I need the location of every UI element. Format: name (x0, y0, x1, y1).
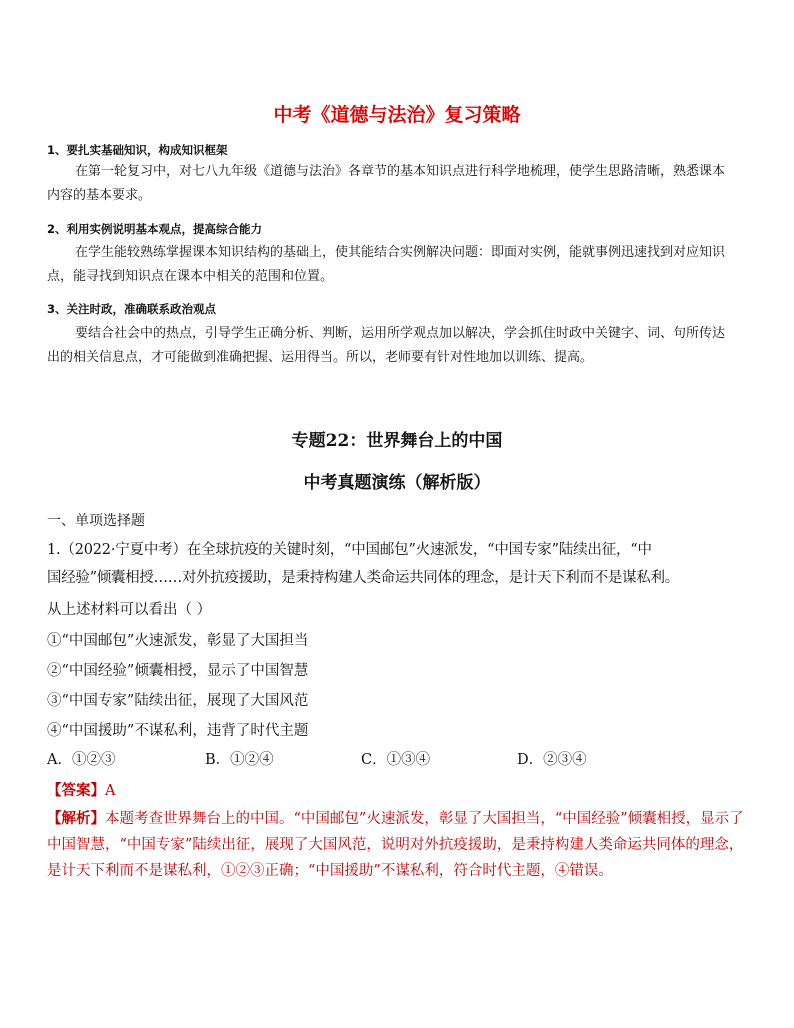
analysis-label: 【解析】 (47, 810, 105, 827)
strategy-heading-2: 2、利用实例说明基本观点，提高综合能力 (47, 222, 262, 236)
choice-b: B．①②④ (205, 752, 274, 768)
option-4: ④“中国援助”不谋私利，违背了时代主题 (47, 723, 309, 739)
choice-c: C．①③④ (361, 752, 431, 768)
choice-d: D．②③④ (517, 752, 587, 768)
section-label: 一、单项选择题 (47, 513, 145, 529)
analysis-block (47, 806, 747, 884)
answer-label: 【答案】 (47, 782, 105, 799)
option-2: ②“中国经验”倾囊相授，显示了中国智慧 (47, 663, 309, 679)
strategy-text-2: 在学生能较熟练掌握课本知识结构的基础上，使其能结合实例解决问题：即面对实例，能就事例迅速找到对应知识点，能寻找到知识点在课本中相关的范围和位置。 (47, 245, 726, 284)
topic-title: 专题22：世界舞台上的中国 (291, 431, 503, 451)
subtitle: 中考真题演练（解析版） (303, 473, 491, 493)
main-title: 中考《道德与法治》复习策略 (273, 104, 521, 126)
answer-choices (47, 748, 747, 772)
strategy-text-1: 在第一轮复习中，对七八九年级《道德与法治》各章节的基本知识点进行科学地梳理，使学生思路清晰，熟悉课本内容的基本要求。 (47, 164, 726, 203)
option-1: ①“中国邮包”火速派发，彰显了大国担当 (47, 633, 309, 649)
strategy-heading-3: 3、关注时政，准确联系政治观点 (47, 302, 216, 316)
question-stem-line-1: 1.（2022·宁夏中考）在全球抗疫的关键时刻，“中国邮包”火速派发，“中国专家”陆续出征，“中 (47, 542, 652, 558)
question-stem-line-3: 从上述材料可以看出（ ） (47, 602, 212, 618)
analysis-text: 本题考查世界舞台上的中国。“中国邮包”火速派发，彰显了大国担当，“中国经验”倾囊相授，显示了中国智慧，“中国专家”陆续出征，展现了大国风范，说明对外抗疫援助，是秉持构建人类命运共同体的理念，是计天下利而不是谋私利，①②③正确；“中国援助”不谋私利，符合时代主题，④错误。 (47, 811, 744, 879)
question-stem-line-2: 国经验”倾囊相授……对外抗疫援助，是秉持构建人类命运共同体的理念，是计天下利而不是谋私利。 (47, 570, 679, 586)
answer-value: A (105, 783, 116, 799)
option-3: ③“中国专家”陆续出征，展现了大国风范 (47, 693, 309, 709)
choice-a: A．①②③ (47, 752, 116, 768)
answer-line (47, 779, 115, 800)
strategy-heading-1: 1、要扎实基础知识，构成知识框架 (47, 143, 228, 157)
strategy-text-3: 要结合社会中的热点，引导学生正确分析、判断，运用所学观点加以解决，学会抓住时政中关键字、词、句所传达出的相关信息点，才可能做到准确把握、运用得当。所以，老师要有针对性地加以训练、提高。 (47, 326, 726, 365)
